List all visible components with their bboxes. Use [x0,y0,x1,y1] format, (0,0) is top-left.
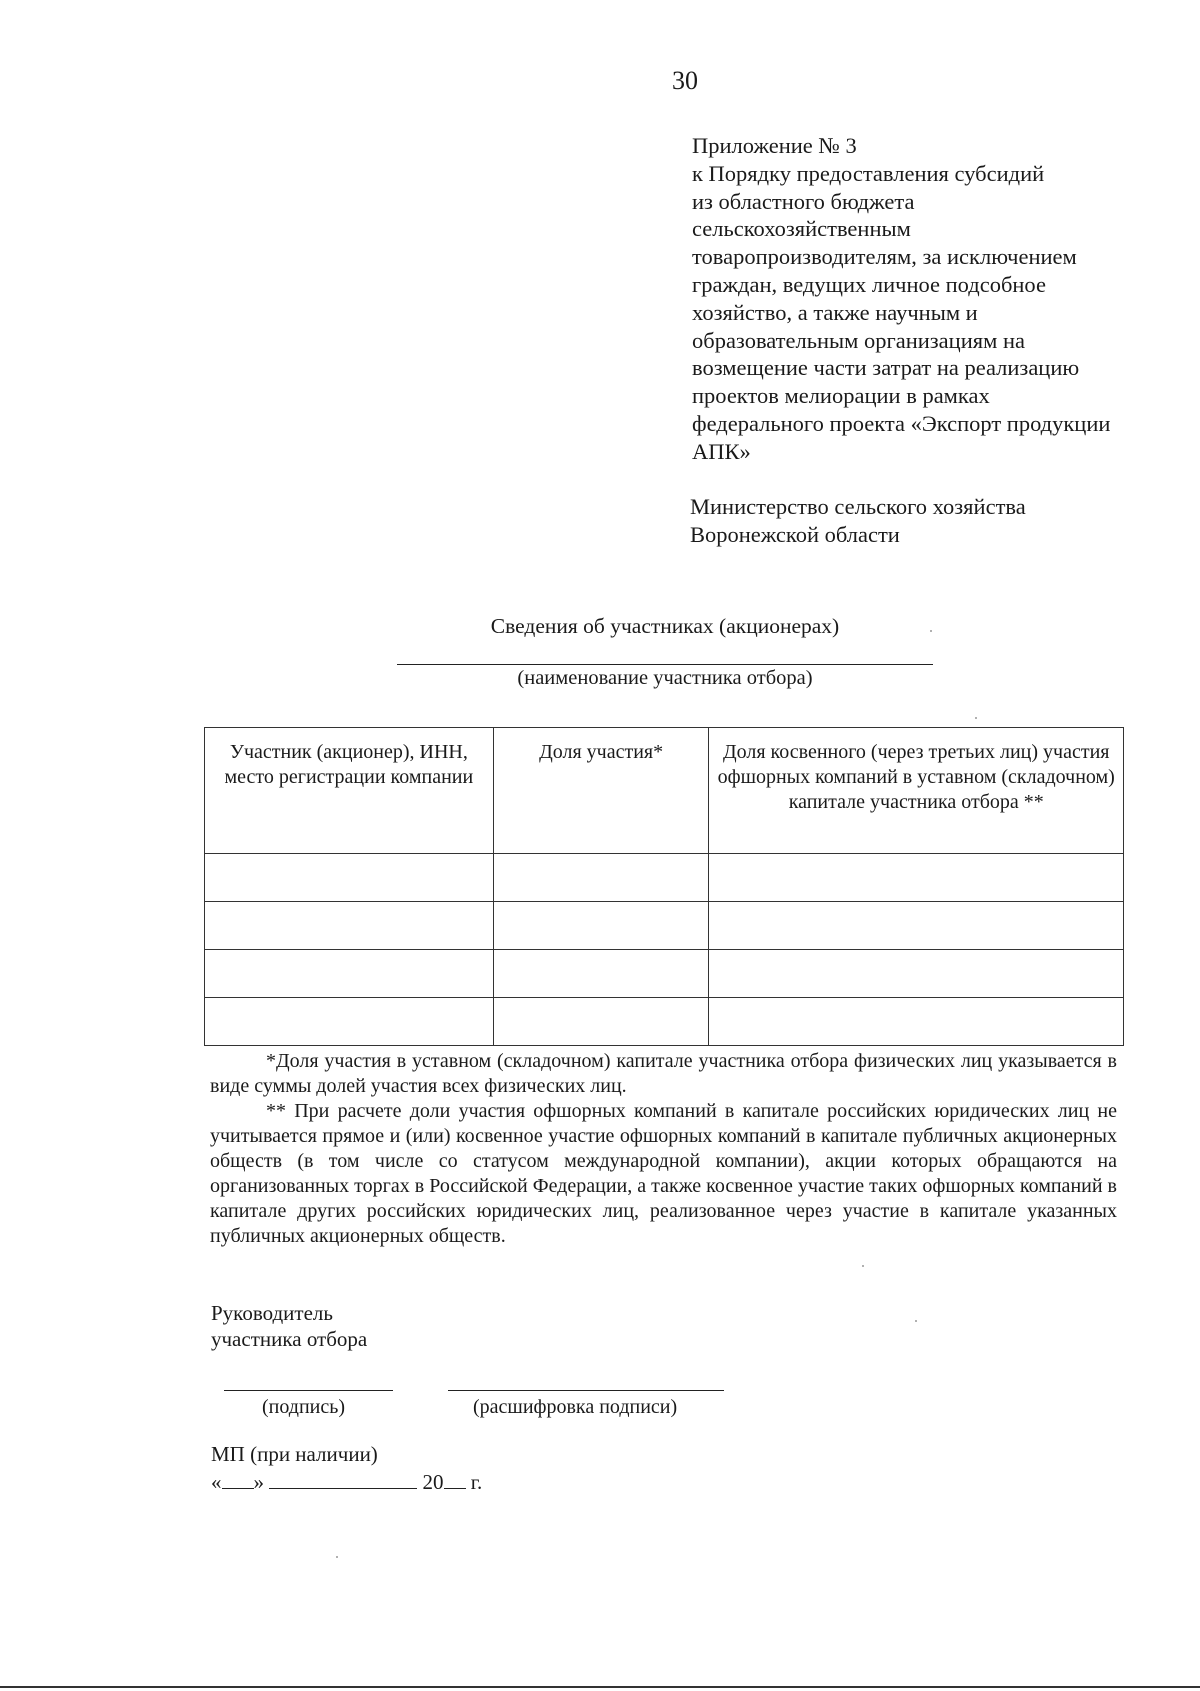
document-title: Сведения об участниках (акционерах) [490,614,840,638]
signature-decode-caption: (расшифровка подписи) [473,1396,678,1418]
table-cell [709,902,1124,950]
appendix-line: граждан, ведущих личное подсобное [692,271,1046,297]
table-cell [709,854,1124,902]
table-cell [493,950,709,998]
scan-speck [336,1556,338,1558]
table-row [205,998,1124,1046]
stamp-date-block [211,1441,482,1496]
year-suffix: г. [470,1470,483,1494]
table-cell [493,902,709,950]
scan-speck [930,630,932,632]
month-blank [269,1468,417,1489]
table-cell [205,950,494,998]
participants-table [204,727,1124,1046]
scan-speck [915,1320,917,1322]
table-row [205,854,1124,902]
head-title [211,1300,367,1352]
stamp-label: МП (при наличии) [211,1442,378,1466]
addressee-line: Министерство сельского хозяйства [690,494,1026,519]
year-blank [444,1468,466,1489]
appendix-line: проектов мелиорации в рамках [692,383,990,409]
table-cell [205,902,494,950]
appendix-line: возмещение части затрат на реализацию [692,355,1080,381]
appendix-line: образовательным организациям на [692,327,1025,353]
scan-speck [862,1265,864,1267]
footnotes [210,1049,1117,1249]
signature-caption: (подпись) [262,1396,346,1418]
page-number: 30 [672,66,698,95]
participant-name-blank [397,664,933,665]
appendix-line: товаропроизводителям, за исключением [692,244,1077,270]
page-bottom-edge [0,1686,1200,1688]
day-blank [222,1468,254,1489]
table-cell [205,854,494,902]
head-title-line: участника отбора [211,1327,368,1351]
header-offshore-share: Доля косвенного (через третьих лиц) участия офшорных компаний в уставном (складочном) капитале участника отбора ** [709,728,1124,854]
appendix-line: хозяйство, а также научным и [692,299,978,325]
table-cell [709,950,1124,998]
appendix-line: АПК» [692,438,751,464]
addressee [690,493,1026,549]
appendix-header [692,132,1172,466]
participant-name-caption: (наименование участника отбора) [517,667,813,689]
footnote-offshore: ** При расчете доли участия офшорных компаний в капитале российских юридических лиц не учитывается прямое и (или) косвенное участие офшорных компаний в капитале публичных акционерных обществ (в том числе со статусом международной компании), акции которых обращаются на организованных торгах в Российской Федерации, а также косвенное участие таких офшорных компаний в капитале других российских юридических лиц, реализованное через участие в капитале указанных публичных акционерных обществ. [210,1100,1117,1247]
addressee-line: Воронежской области [690,522,900,547]
table-cell [709,998,1124,1046]
appendix-line: из областного бюджета [692,188,915,214]
header-participant: Участник (акционер), ИНН, место регистрации компании [205,728,494,854]
table-row [205,950,1124,998]
scan-speck [975,717,977,719]
signature-decode-line [448,1390,724,1391]
appendix-line: к Порядку предоставления субсидий [692,160,1045,186]
head-title-line: Руководитель [211,1301,333,1325]
table-header-row [205,728,1124,854]
table-row [205,902,1124,950]
appendix-line: сельскохозяйственным [692,216,911,242]
date-line [211,1468,482,1496]
appendix-line: Приложение № 3 [692,133,857,158]
signature-line [224,1390,393,1391]
table-cell [205,998,494,1046]
appendix-line: федерального проекта «Экспорт продукции [692,410,1111,436]
date-close-quote: » [253,1470,264,1494]
footnote-share: *Доля участия в уставном (складочном) капитале участника отбора физических лиц указывается в виде суммы долей участия всех физических лиц. [210,1050,1117,1097]
table-cell [493,998,709,1046]
year-prefix: 20 [422,1470,444,1494]
date-open-quote: « [211,1470,222,1494]
table-cell [493,854,709,902]
header-share: Доля участия* [493,728,709,854]
